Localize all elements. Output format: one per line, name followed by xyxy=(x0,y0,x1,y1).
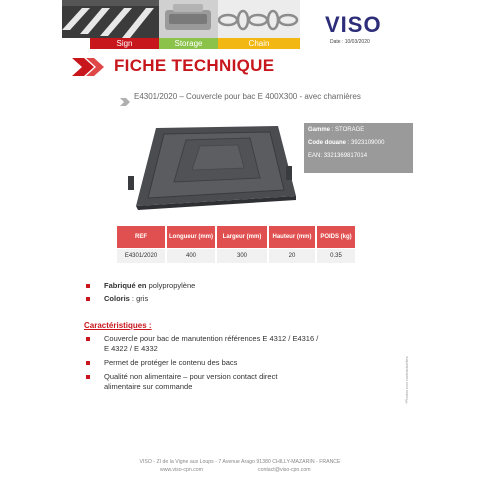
ean-line: EAN: 3321369817014 xyxy=(308,153,368,159)
th-hauteur: Hauteur (mm) xyxy=(268,226,316,249)
list-item xyxy=(86,334,318,344)
fabrique-label: Fabriqué en xyxy=(104,281,147,290)
list-item-continuation xyxy=(86,382,318,392)
document-date: Date : 10/03/2020 xyxy=(330,39,370,45)
coloris-label: Coloris xyxy=(104,294,130,303)
th-longueur: Longueur (mm) xyxy=(166,226,216,249)
cell-poids: 0.35 xyxy=(316,249,355,264)
footer-email[interactable]: contact@viso-cpn.com xyxy=(258,467,311,473)
cell-largeur: 300 xyxy=(216,249,268,264)
list-item xyxy=(86,372,318,382)
category-label-storage: Storage xyxy=(159,38,218,49)
char-item-text: Qualité non alimentaire – pour version contact direct xyxy=(104,372,278,381)
characteristics-heading: Caractéristiques : xyxy=(84,321,152,330)
spec-table xyxy=(117,226,355,263)
sign-category-photo xyxy=(62,0,159,38)
list-item-continuation xyxy=(86,344,318,354)
product-info-box xyxy=(304,123,413,173)
category-label-chain: Chain xyxy=(218,38,300,49)
footer-address: VISO - ZI de la Vigne aux Loups - 7 Avenue Arago 91380 CHILLY-MAZARIN - FRANCE xyxy=(139,459,341,465)
product-photo xyxy=(122,124,300,215)
double-chevron-icon xyxy=(72,58,106,81)
coloris-value: gris xyxy=(136,294,149,303)
product-subtitle: E4301/2020 – Couvercle pour bac E 400X300 - avec charnières xyxy=(134,92,361,101)
spec-table-header-row xyxy=(117,226,355,249)
bullet-icon xyxy=(86,337,90,341)
chain-category-photo xyxy=(218,0,300,38)
bullet-icon xyxy=(86,375,90,379)
th-ref: REF xyxy=(117,226,166,249)
th-largeur: Largeur (mm) xyxy=(216,226,268,249)
douane-label: Code douane xyxy=(308,140,347,146)
list-item xyxy=(86,281,195,291)
cell-hauteur: 20 xyxy=(268,249,316,264)
gamme-line: Gamme : STORAGE xyxy=(308,127,365,133)
char-item-text: E 4322 / E 4332 xyxy=(104,344,158,353)
table-row xyxy=(117,249,355,264)
bullet-icon xyxy=(86,297,90,301)
viso-logo: VISO xyxy=(325,12,382,37)
cell-ref: E4301/2020 xyxy=(117,249,166,264)
char-item-text: alimentaire sur commande xyxy=(104,382,193,391)
fabrique-value: polypropylène xyxy=(148,281,196,290)
douane-line: Code douane : 3923109000 xyxy=(308,140,385,146)
photos-disclaimer: *Photos non contractuelles xyxy=(404,356,409,404)
gamme-value: STORAGE xyxy=(335,127,365,133)
ean-label: EAN xyxy=(308,153,321,159)
bullet-icon xyxy=(86,284,90,288)
materials-list xyxy=(86,281,195,304)
list-item: Coloris : gris xyxy=(86,294,195,304)
char-item-text: Permet de protéger le contenu des bacs xyxy=(104,358,238,367)
bullet-icon xyxy=(86,361,90,365)
arrow-right-icon xyxy=(120,93,130,111)
characteristics-list xyxy=(86,334,318,392)
list-item xyxy=(86,358,318,368)
douane-value: 3923109000 xyxy=(351,140,385,146)
gamme-label: Gamme xyxy=(308,127,331,133)
page-title: FICHE TECHNIQUE xyxy=(114,56,275,75)
char-item-text: Couvercle pour bac de manutention références E 4312 / E4316 / xyxy=(104,334,319,343)
ean-value: 3321369817014 xyxy=(323,153,368,159)
th-poids: POIDS (kg) xyxy=(316,226,355,249)
category-label-sign: Sign xyxy=(90,38,159,49)
storage-category-photo xyxy=(159,0,218,38)
cell-longueur: 400 xyxy=(166,249,216,264)
footer-website[interactable]: www.viso-cpn.com xyxy=(160,467,203,473)
